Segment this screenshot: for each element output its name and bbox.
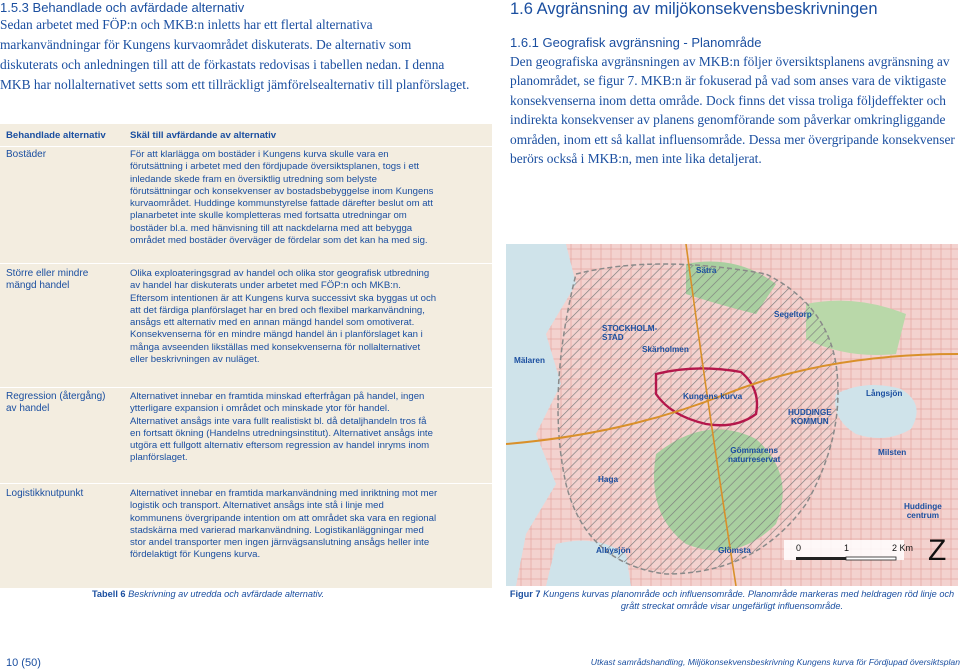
map-label-segeltorp: Segeltorp bbox=[774, 310, 812, 319]
scale-label-1: 1 bbox=[844, 543, 850, 553]
map-label-huddinge-kommun: HUDDINGE KOMMUN bbox=[788, 408, 832, 426]
map-label-satra: Sätra bbox=[696, 266, 717, 275]
map-label-malaren: Mälaren bbox=[514, 356, 545, 365]
page-number: 10 (50) bbox=[6, 657, 41, 669]
map-label-skarholmen: Skärholmen bbox=[642, 345, 689, 354]
map-label-milsten: Milsten bbox=[878, 448, 907, 457]
figure-caption bbox=[506, 588, 958, 612]
map-label-haga: Haga bbox=[598, 475, 619, 484]
table-caption bbox=[92, 589, 324, 599]
scale-bar-segment bbox=[796, 557, 846, 560]
table-row-label: Regression (återgång) av handel bbox=[6, 391, 106, 414]
footer-text: Utkast samrådshandling, Miljökonsekvensbeskrivning Kungens kurva för Fördjupad översiktsplan bbox=[590, 657, 960, 667]
table-header-reasons: Skäl till avfärdande av alternativ bbox=[130, 130, 277, 141]
table-header-alternatives: Behandlade alternativ bbox=[6, 130, 106, 141]
intro-paragraph: Sedan arbetet med FÖP:n och MKB:n inletts har ett flertal alternativa markanvändningar för Kungens kurvaområdet diskuterats. De alternativ som diskuterats och anledningen till att de förkastats redovisas i tabellen nedan. I denna MKB har nollalternativet setts som ett tillräckligt jämförelsealternativ till planförslaget. bbox=[0, 17, 470, 92]
table-divider bbox=[0, 387, 492, 388]
map-label-glomsta: Glömsta bbox=[718, 546, 751, 555]
table-row-text: För att klarlägga om bostäder i Kungens kurva skulle vara en förutsättning i arbetet med den fördjupade översiktsplanen, togs i ett inledande skede fram en översiktlig utredning som belyste förutsättningar och konsekvenser av bostadsbebyggelse inom Kungens kurvaområdet. Huddinge kommunstyrelse fattade därefter beslut om att planarbetet inte skulle kompletteras med fortsatta utredningar om bostäder bl.a. med hänvisning till att nackdelarna med att bebygga området med bostäder överväger de fördelar som det kan ha med sig. bbox=[130, 149, 434, 247]
map-label-gommarens-naturreservat: Gömmarens naturreservat bbox=[728, 446, 781, 464]
table-caption-label: Tabell 6 bbox=[92, 589, 126, 599]
scale-bar-segment bbox=[846, 557, 896, 560]
alternatives-table bbox=[0, 124, 492, 588]
table-divider bbox=[0, 146, 492, 147]
table-row-label: Logistikknutpunkt bbox=[6, 488, 84, 499]
map-label-huddinge-centrum: Huddinge centrum bbox=[904, 502, 942, 520]
table-row-text: Alternativet innebar en framtida markanvändning med inriktning mot mer logistik och transport. Alternativet ansågs inte stå i linje med kommunens övergripande intention om att området ska vara en regional stadskärna med varierad markanvändning. Logistikanläggningar med stor andel transporter men ingen järnvägsanslutning ansågs heller inte fördelaktigt för Kungens kurva. bbox=[130, 488, 438, 561]
table-row-text: Olika exploateringsgrad av handel och olika stor geografisk utbredning av handel har diskuterats under arbetet med FÖP:n och MKB:n. Eftersom intentionen är att Kungens kurva successivt ska byggas ut och att det färdiga planförslaget har en bred och flexibel markanvändning, ansågs ett alternativ med en annan mängd handel som omotiverat. Konsekvenserna för en mindre mängd handel än i planförslaget kan i många avseenden likställas med konsekvenserna för nollalternativet eller beskrivningen av nuläget. bbox=[130, 268, 437, 366]
map-graphic bbox=[506, 244, 958, 586]
table-row-text: Alternativet innebar en framtida minskad efterfrågan på handel, ingen ytterligare expansion i området och minskade ytor för handel. Alternativet ansågs inte vara fullt realistiskt bl. då detaljhandeln tros få en fortsatt ökning (Handelns utredningsinstitut). Alternativet ansågs inte utgöra ett fullgott alternativ eftersom regression av handel inryms inom planförslaget. bbox=[130, 391, 433, 464]
right-body-paragraph: Den geografiska avgränsningen av MKB:n följer översiktsplanens avgränsning av planområdet, se figur 7. MKB:n är fokuserad på vad som anses vara de viktigaste konsekvenserna inom detta område. Dock finns det vissa troliga följdeffekter och indirekta konsekvenser av planens genomförande som påverkar omkringliggande områden, inom ett så kallat influensområde. Dessa mer övergripande konsekvenser berörs också i MKB:n, men inte lika detaljerat. bbox=[510, 54, 955, 167]
section-heading: 1.5.3 Behandlade och avfärdade alternativ bbox=[0, 0, 245, 15]
map-label-kungens-kurva: Kungens kurva bbox=[683, 392, 743, 401]
figure-caption-text: Kungens kurvas planområde och influensområde. Planområde markeras med heldragen röd linje och grått streckat område visar ungefärligt influensområde. bbox=[543, 589, 955, 611]
table-row-label: Bostäder bbox=[6, 149, 47, 160]
scale-label-0: 0 bbox=[796, 543, 802, 553]
figure-caption-label: Figur 7 bbox=[509, 589, 541, 599]
right-section-heading: 1.6 Avgränsning av miljökonsekvensbeskrivningen bbox=[510, 0, 878, 18]
scale-label-2km: 2 Km bbox=[892, 543, 914, 553]
table-divider bbox=[0, 483, 492, 484]
table-caption-text: Beskrivning av utredda och avfärdade alternativ. bbox=[128, 589, 325, 599]
table-row-label: Större eller mindre mängd handel bbox=[6, 268, 89, 291]
plan-area-map bbox=[506, 244, 958, 586]
table-divider bbox=[0, 263, 492, 264]
map-label-albysjon: Albysjön bbox=[596, 546, 631, 555]
north-arrow-icon: Z bbox=[928, 534, 947, 567]
right-subheading: 1.6.1 Geografisk avgränsning - Planområde bbox=[510, 35, 762, 50]
map-label-stockholm-stad: STOCKHOLM- STAD bbox=[602, 324, 658, 342]
map-label-langsjon: Långsjön bbox=[866, 389, 903, 398]
